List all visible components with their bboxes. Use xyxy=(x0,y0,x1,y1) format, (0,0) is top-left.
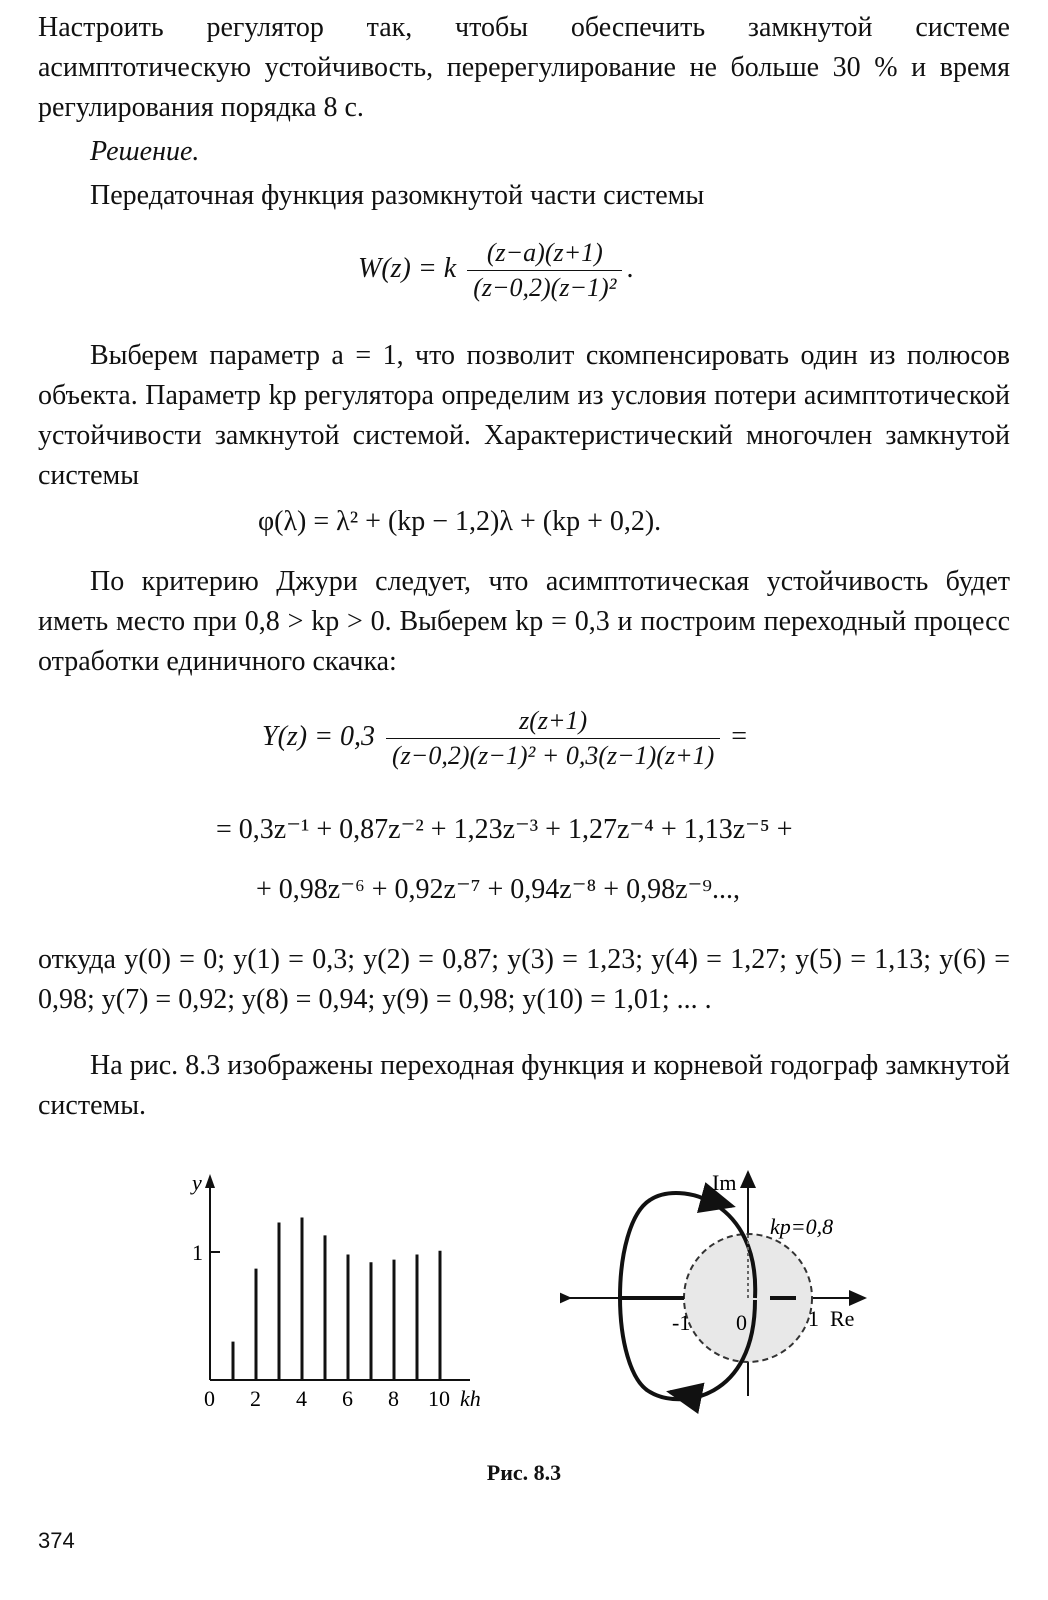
formula-series-2: + 0,98z⁻⁶ + 0,92z⁻⁷ + 0,94z⁻⁸ + 0,98z⁻⁹..., xyxy=(256,874,741,905)
re-label: Re xyxy=(830,1306,855,1331)
kp-annotation: kр=0,8 xyxy=(770,1214,834,1239)
point-label-one: 1 xyxy=(808,1306,819,1331)
locus-arrow-lower xyxy=(670,1392,690,1396)
paragraph-parameter-choice: Выберем параметр a = 1, что позволит скомпенсировать один из полюсов объекта. Параметр kр регулятора определим из условия потери асимптотической устойчивости замкнутой системой. Характеристический многочлен замкнутой системы xyxy=(38,340,1010,491)
formula-w-end: . xyxy=(626,252,634,284)
formula-phi: φ(λ) = λ² + (kр − 1,2)λ + (kр + 0,2). xyxy=(258,506,662,537)
formula-w xyxy=(358,238,633,303)
formula-y-numerator: z(z+1) xyxy=(519,706,588,735)
x-axis-label: kh xyxy=(460,1386,481,1410)
figure-caption: Рис. 8.3 xyxy=(486,1460,562,1485)
x-tick-label-2: 2 xyxy=(250,1386,261,1410)
y-axis-arrow xyxy=(205,1174,215,1188)
solution-heading: Решение. xyxy=(90,136,200,167)
paragraph-transfer-function: Передаточная функция разомкнутой части системы xyxy=(90,180,705,211)
formula-w-lhs: W(z) = k xyxy=(358,252,457,284)
x-tick-label-4: 4 xyxy=(296,1386,307,1410)
step-response-chart xyxy=(180,1160,510,1410)
point-label-minus-one: -1 xyxy=(672,1310,691,1335)
formula-w-denominator: (z−0,2)(z−1)² xyxy=(467,270,622,303)
x-tick-label-0: 0 xyxy=(204,1386,215,1410)
step-axes xyxy=(205,1174,470,1380)
y-axis-label: y xyxy=(192,1170,202,1195)
step-bars xyxy=(233,1217,440,1380)
y-tick-label-1: 1 xyxy=(192,1240,203,1265)
x-tick-label-8: 8 xyxy=(388,1386,399,1410)
paragraph-jury: По критерию Джури следует, что асимптотическая устойчивость будет иметь место при 0,8 > kр > 0. Выберем kр = 0,3 и построим переходный процесс отработки единичного скачка: xyxy=(38,566,1010,677)
page-number: 374 xyxy=(38,1528,75,1553)
root-locus-chart xyxy=(560,1160,890,1420)
formula-y-lhs: Y(z) = 0,3 xyxy=(262,720,376,752)
paragraph-task: Настроить регулятор так, чтобы обеспечить замкнутой системе асимптотическую устойчивость, перерегулирование не больше 30 % и время регулирования порядка 8 с. xyxy=(38,12,1010,123)
formula-y-eq: = xyxy=(731,720,748,752)
formula-w-numerator: (z−a)(z+1) xyxy=(486,238,603,267)
point-label-zero: 0 xyxy=(736,1310,747,1335)
paragraph-figure-ref: На рис. 8.3 изображены переходная функция и корневой годограф замкнутой системы. xyxy=(38,1050,1010,1121)
formula-series-1: = 0,3z⁻¹ + 0,87z⁻² + 1,23z⁻³ + 1,27z⁻⁴ + 1,13z⁻⁵ + xyxy=(216,814,793,845)
im-label: Im xyxy=(712,1170,737,1195)
formula-y-denominator: (z−0,2)(z−1)² + 0,3(z−1)(z+1) xyxy=(386,738,720,771)
x-tick-label-6: 6 xyxy=(342,1386,353,1410)
paragraph-values: откуда y(0) = 0; y(1) = 0,3; y(2) = 0,87; y(3) = 1,23; y(4) = 1,27; y(5) = 1,13; y(6) = 0,98; y(7) = 0,92; y(8) = 0,94; y(9) = 0,98; y(10) = 1,01; ... . xyxy=(38,944,1010,1015)
formula-y xyxy=(262,706,747,771)
x-tick-label-10: 10 xyxy=(428,1386,450,1410)
